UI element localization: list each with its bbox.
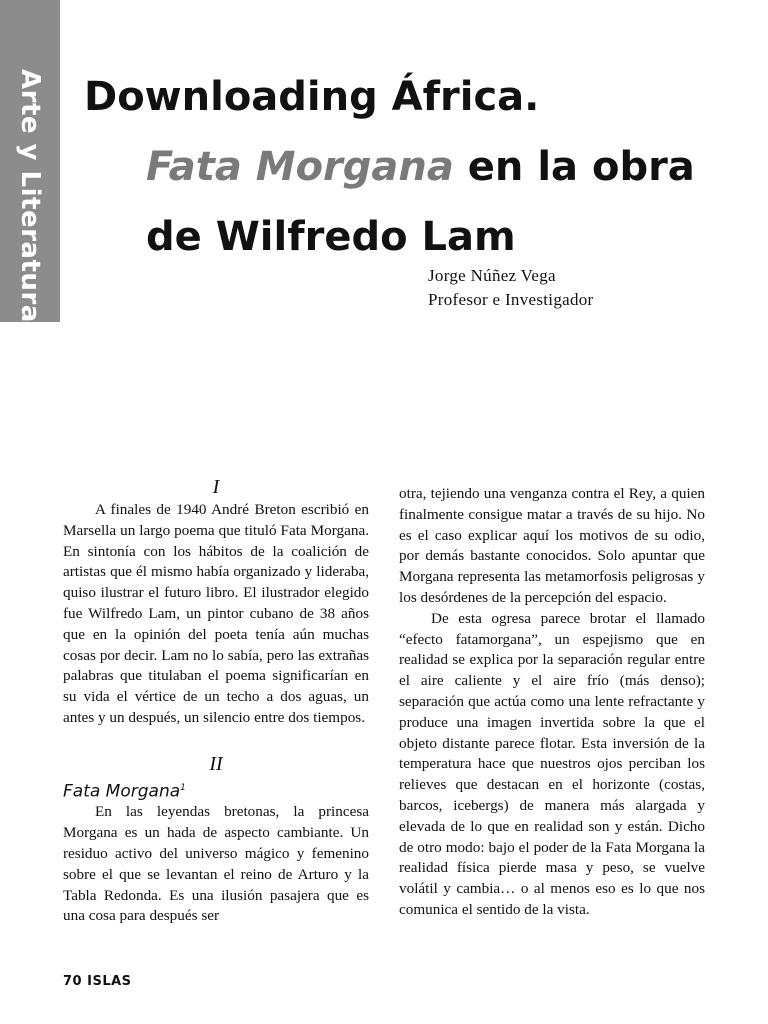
page-footer: 70 ISLAS [63,974,132,989]
section-number-1: I [212,476,220,498]
section-2-subheading [63,777,369,803]
section-spacer [63,729,369,751]
section-tab-label: Arte y Literatura [15,69,45,323]
author-role: Profesor e Investigador [428,290,594,309]
left-column [63,474,369,927]
title-line-3: de Wilfredo Lam [146,214,516,260]
right-column [399,484,705,921]
section-number-2: II [209,752,223,775]
author-block [428,264,594,312]
subheading-text: Fata Morgana [63,781,181,802]
section-2-paragraph-1-continued: otra, tejiendo una venganza contra el Rey, a quien finalmente consigue matar a través de su hijo. No es el caso explicar aquí los motivos de su odio, por demás bastante conocidos. Solo apuntar que Morgana representa las metamorfosis peligrosas y los desórdenes de la percepción del espacio. [399,485,705,606]
section-2-paragraph-2: De esta ogresa parece brotar el llamado “efecto fatamorgana”, un espejismo que en realidad se explica por la separación regular entre el aire caliente y el aire frío (más denso); separación que actúa como una lente refractante y produce una imagen invertida sobre la que el objeto distante parece flotar. Esta inversión de la temperatura hace que nuestros ojos perciban los relieves que destacan en el horizonte (costas, barcos, icebergs) de manera más alargada y elevada de lo que en realidad son y están. Dicho de otro modo: bajo el poder de la Fata Morgana la realidad física pierde masa y peso, se vuelve volátil y cambia… o al menos eso es lo que nos comunica el sentido de la vista. [399,609,705,918]
title-line-1: Downloading África. [84,74,540,120]
footnote-marker: 1 [180,782,186,793]
article-title [84,62,764,272]
section-1-paragraph: A finales de 1940 André Breton escribió en Marsella un largo poema que tituló Fata Morgana. En sintonía con los hábitos de la coalición de artistas que él mismo había organizado y lideraba, quiso ilustrar el futuro libro. El ilustrador elegido fue Wilfredo Lam, un pintor cubano de 38 años que en la opinión del poeta tenía aún muchas cosas por decir. Lam no lo sabía, pero las extrañas palabras que titulaban el poema significarían en su vida el vértice de un techo a dos aguas, un antes y un después, un silencio entre dos tiempos. [63,501,369,726]
author-name: Jorge Núñez Vega [428,266,556,285]
title-fata-morgana: Fata Morgana [146,144,454,190]
section-2-paragraph-1: En las leyendas bretonas, la princesa Morgana es un hada de aspecto cambiante. Un residuo activo del universo mágico y femenino sobre el que se levantan el reino de Arturo y la Tabla Redonda. Es una ilusión pasajera que es una cosa para después ser [63,803,369,925]
section-tab [0,0,60,322]
title-line-2 [84,132,764,202]
title-line-2-rest: en la obra [453,144,695,190]
